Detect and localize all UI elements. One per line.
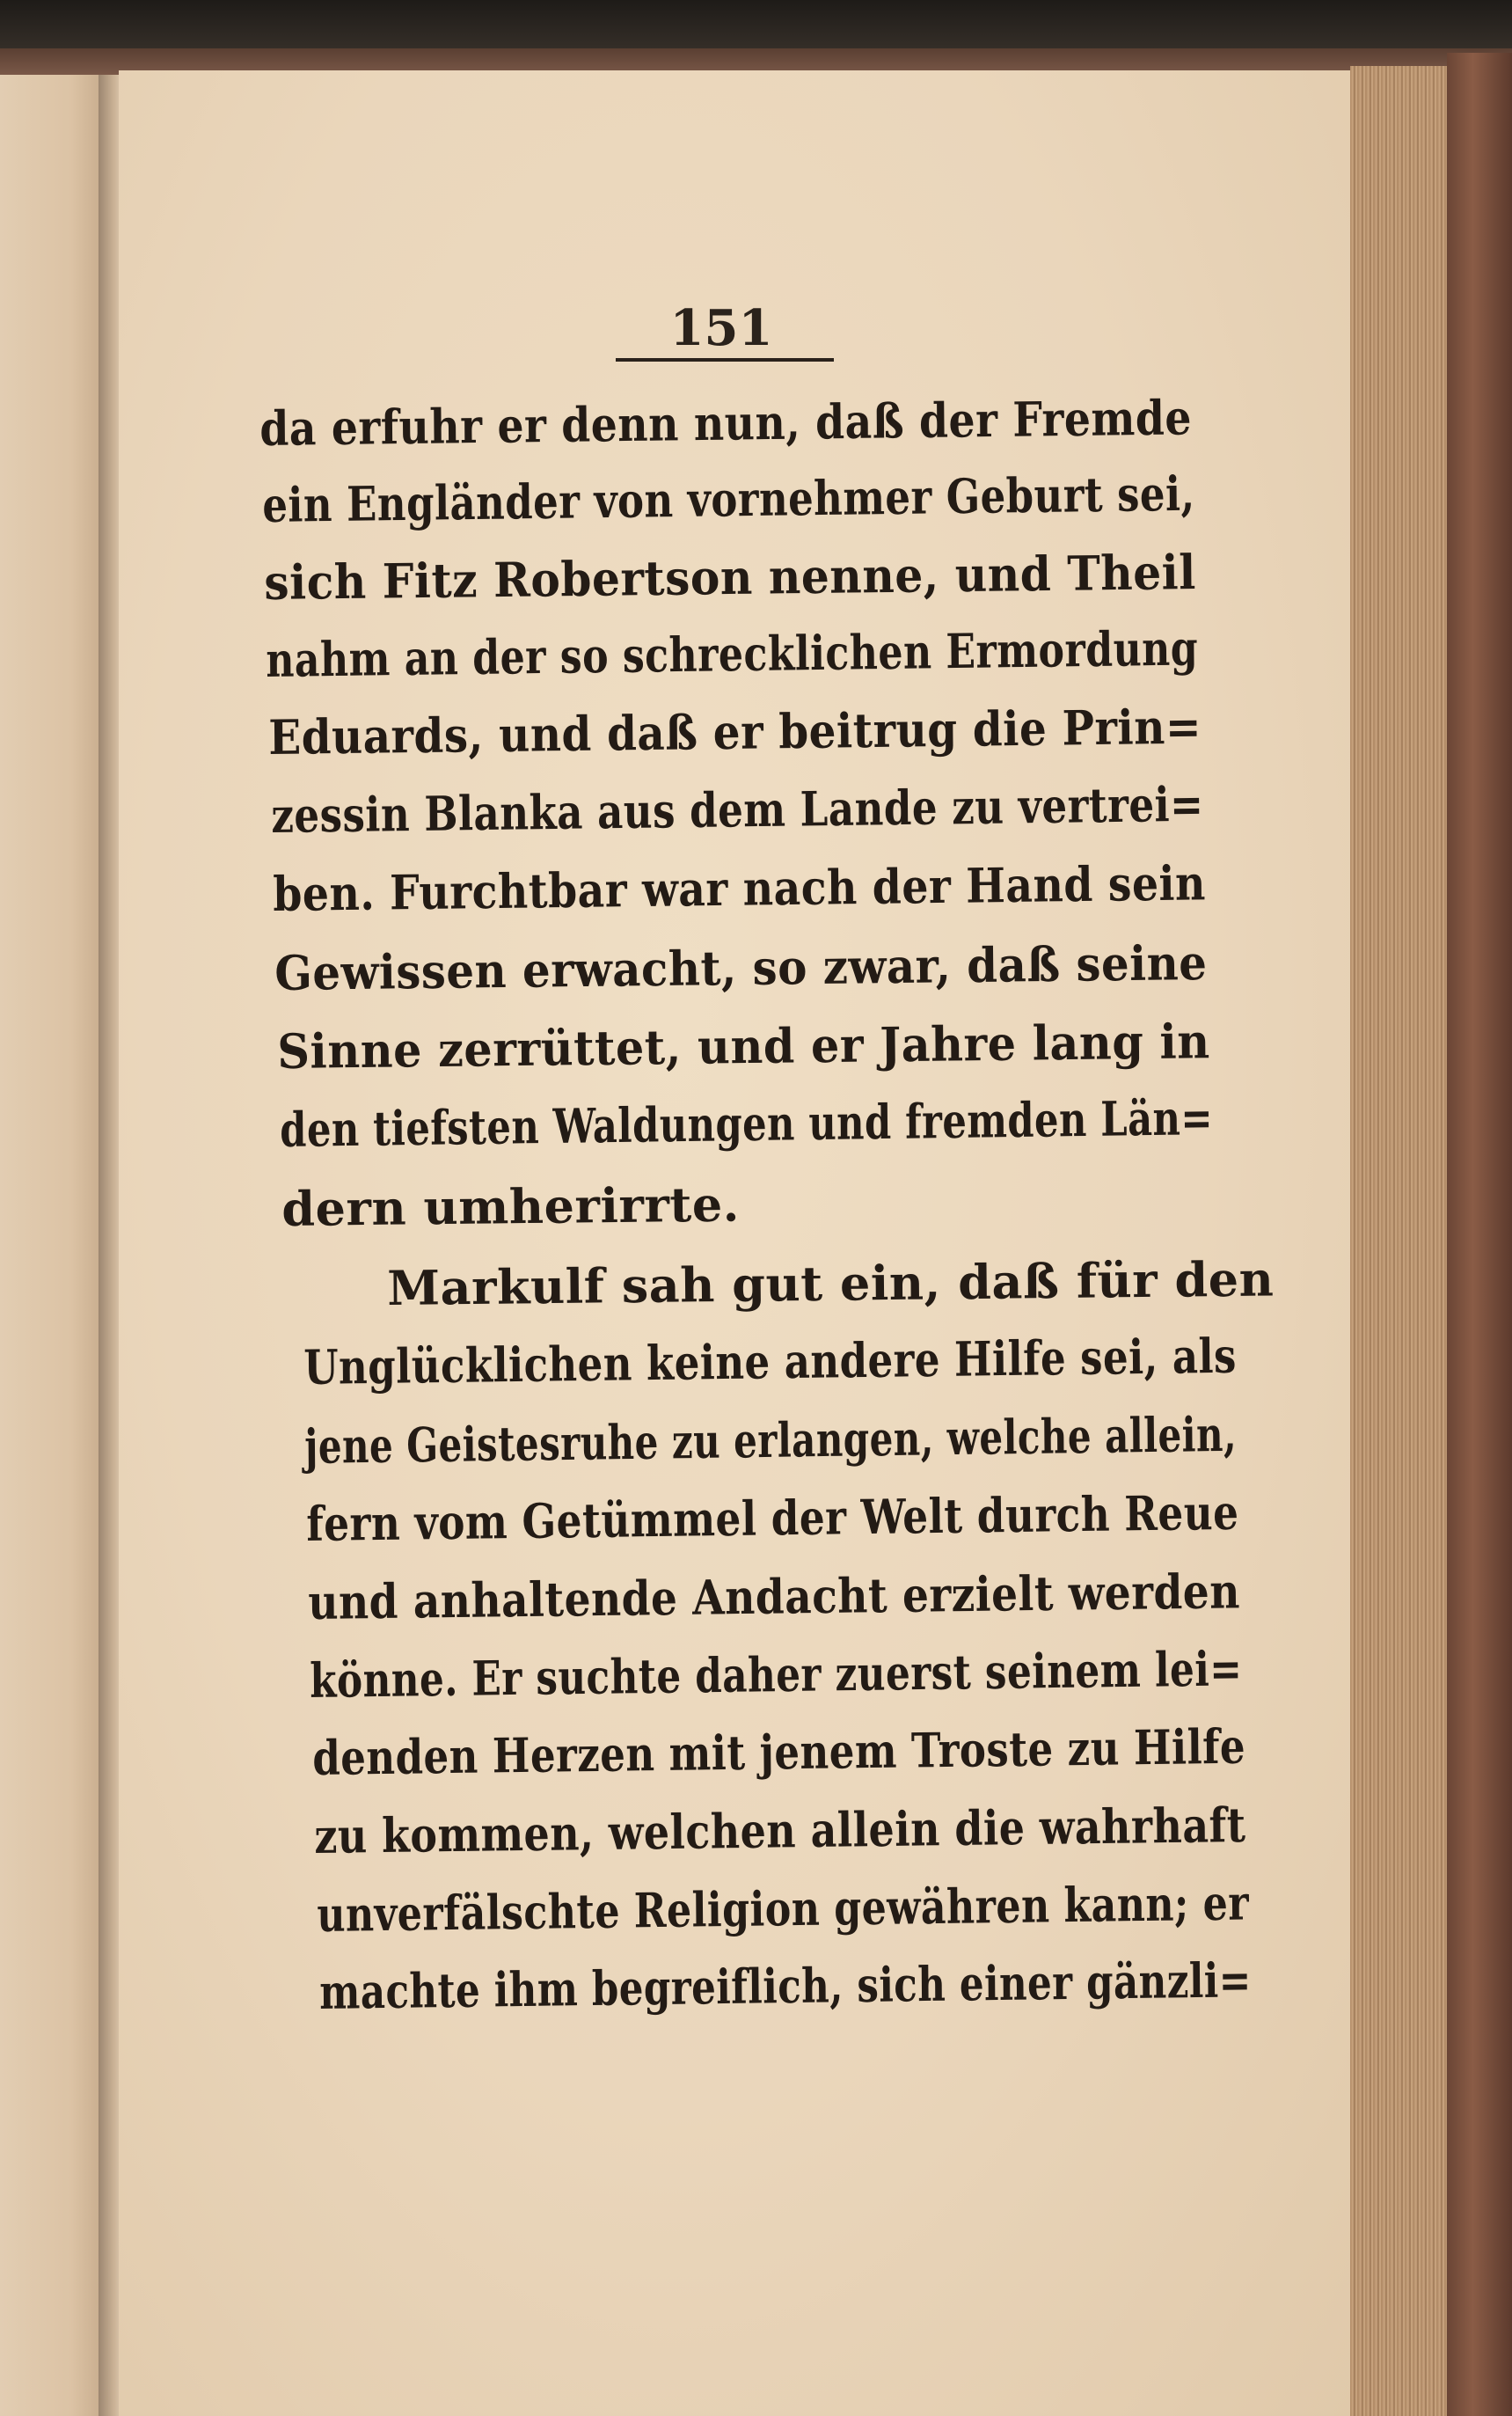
text-line: fern vom Getümmel der Welt durch Reue	[306, 1483, 1239, 1552]
text-line: Unglücklichen keine andere Hilfe sei, als	[303, 1327, 1238, 1395]
text-line: könne. Er suchte daher zuerst seinem lei=	[310, 1640, 1243, 1709]
text-line: ben. Furchtbar war nach der Hand sein	[273, 854, 1207, 922]
text-line: da erfuhr er denn nun, daß der Fremde	[259, 389, 1193, 457]
text-line: und anhaltende Andacht erzielt werden	[308, 1563, 1241, 1630]
text-line: dern umherirrte.	[281, 1175, 741, 1237]
text-line: sich Fitz Robertson nenne, und Theil	[264, 544, 1197, 611]
page-number: 151	[669, 299, 773, 357]
text-line: zessin Blanka aus dem Lande zu vertrei=	[271, 775, 1204, 844]
text-line: Eduards, und daß er beitrug die Prin=	[268, 698, 1202, 765]
page-edges	[1350, 66, 1447, 2416]
text-line: denden Herzen mit jenem Troste zu Hilfe	[312, 1717, 1246, 1786]
back-cover	[1447, 53, 1512, 2416]
text-line: zu kommen, welchen allein die wahrhaft	[314, 1796, 1246, 1864]
page-number-rule	[616, 358, 834, 362]
text-line: nahm an der so schrecklichen Ermordung	[266, 619, 1199, 688]
text-line: jene Geistesruhe zu erlangen, welche allein,	[304, 1405, 1238, 1475]
text-line: Markulf sah gut ein, daß für den	[387, 1250, 1275, 1316]
text-line: unverfälschte Religion gewähren kann; er	[317, 1874, 1250, 1943]
text-line: Gewissen erwacht, so zwar, daß seine	[274, 933, 1208, 1001]
left-page	[0, 75, 101, 2416]
text-line: den tiefsten Waldungen und fremden Län=	[280, 1089, 1214, 1158]
text-line: machte ihm begreiflich, sich einer gänzli=	[319, 1951, 1252, 2020]
text-line: ein Engländer von vornehmer Geburt sei,	[262, 465, 1195, 533]
text-line: Sinne zerrüttet, und er Jahre lang in	[277, 1013, 1210, 1080]
